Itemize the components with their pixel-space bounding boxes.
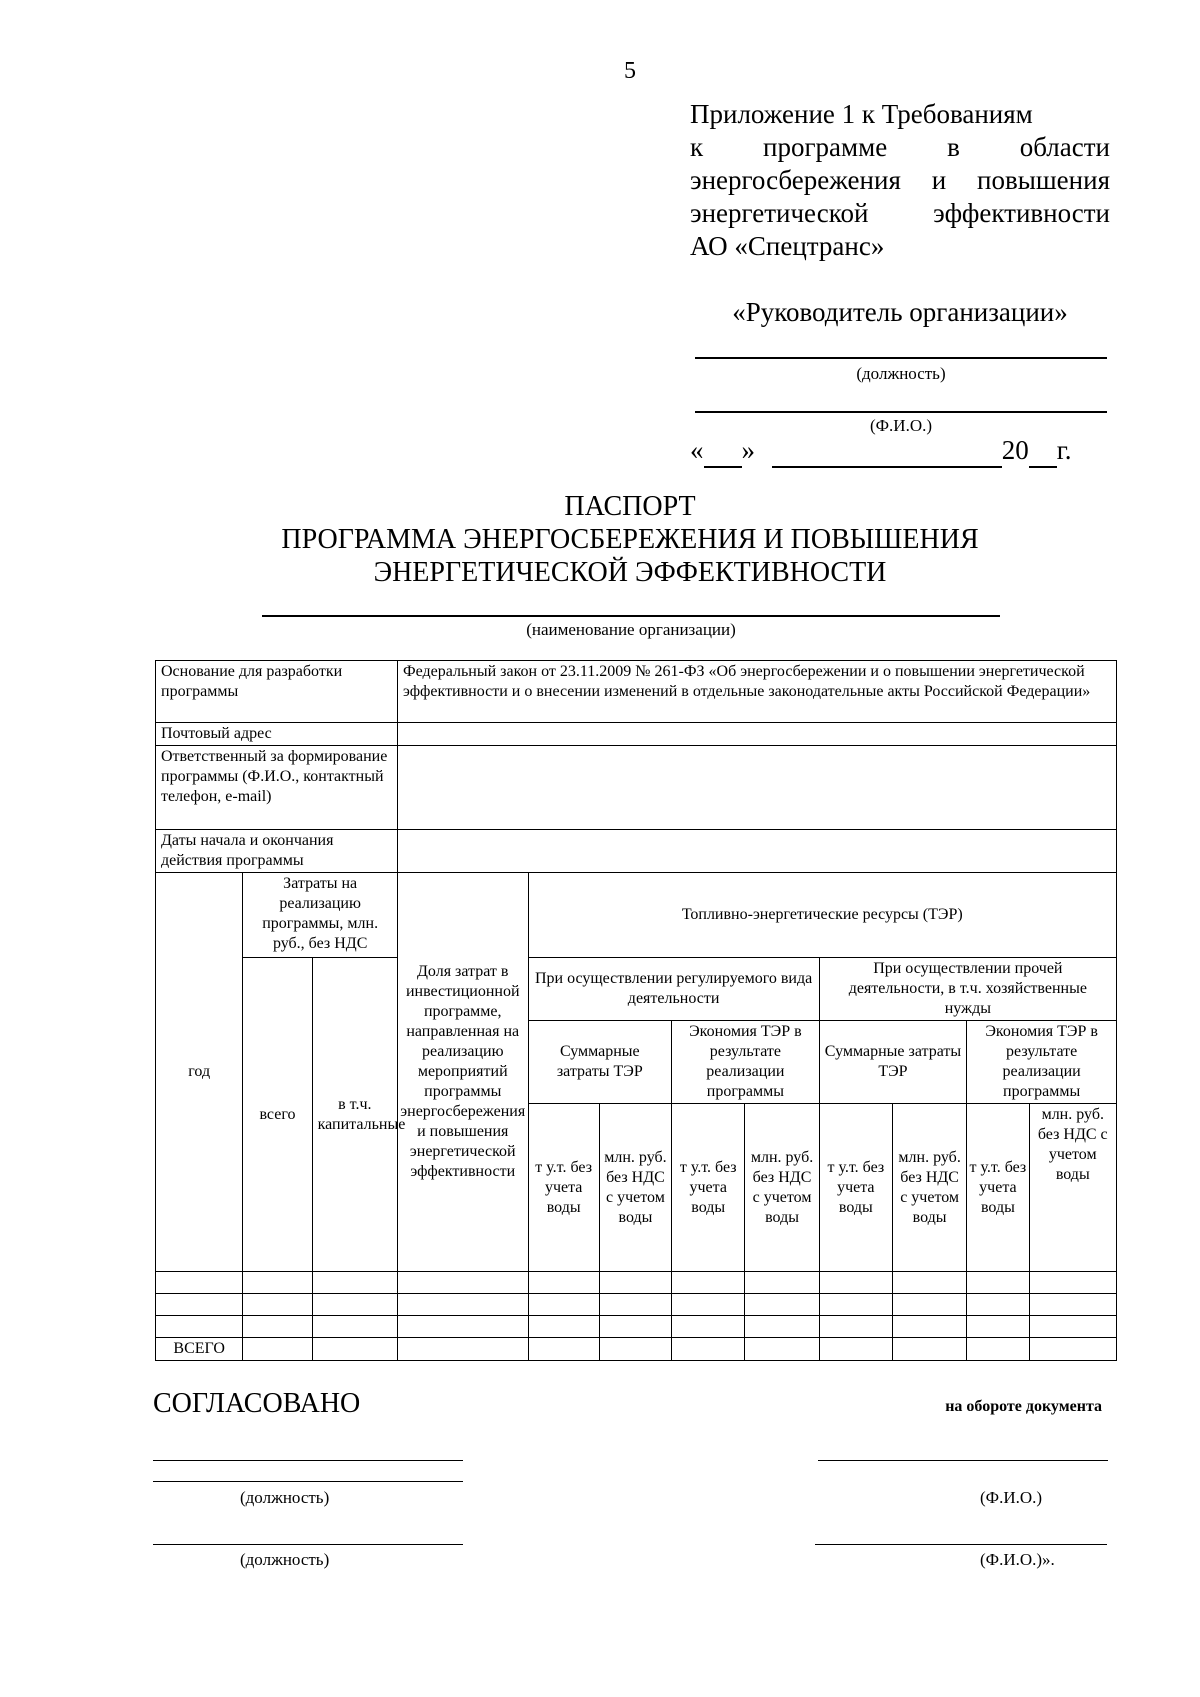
date-close-quote: » xyxy=(741,435,755,465)
position-caption: (должность) xyxy=(856,364,946,383)
responsible-value xyxy=(397,746,1116,830)
total-col-header: всего xyxy=(243,958,312,1272)
org-name-caption: (наименование организации) xyxy=(526,620,736,639)
year-blank xyxy=(1029,435,1057,468)
position-line xyxy=(695,357,1107,359)
year-suffix: г. xyxy=(1056,435,1072,465)
table-row xyxy=(156,746,1117,830)
postal-value xyxy=(397,723,1116,746)
year-header: год xyxy=(156,873,243,1272)
appendix-line-3: энергосбережения и повышения xyxy=(690,165,1110,195)
year-prefix: 20 xyxy=(1001,435,1029,465)
regulated-sum-tut: т у.т. без учета воды xyxy=(528,1104,599,1272)
table-header-row xyxy=(156,958,1117,1021)
agreed-heading: СОГЛАСОВАНО xyxy=(153,1388,361,1419)
regulated-header: При осуществлении регулируемого вида деятельности xyxy=(528,958,819,1021)
other-saving-tut: т у.т. без учета воды xyxy=(967,1104,1029,1272)
basis-label: Основание для разработки программы xyxy=(156,661,398,723)
other-saving-mln: млн. руб. без НДС с учетом воды xyxy=(1029,1104,1116,1272)
other-header: При осуществлении прочей деятельности, в т.ч. хозяйственные нужды xyxy=(819,958,1116,1021)
table-row xyxy=(156,1316,1117,1338)
reverse-note: на обороте документа xyxy=(945,1398,1102,1415)
regulated-saving-mln: млн. руб. без НДС с учетом воды xyxy=(745,1104,819,1272)
title-line-3: ЭНЕРГЕТИЧЕСКОЙ ЭФФЕКТИВНОСТИ xyxy=(373,557,887,588)
month-blank xyxy=(772,435,1002,468)
position-caption-1: (должность) xyxy=(240,1488,330,1507)
table-row xyxy=(156,1272,1117,1294)
share-header: Доля затрат в инвестиционной программе, направленная на реализацию мероприятий программы энергосбережения и повышения энергетической эффективности xyxy=(397,873,528,1272)
table-row xyxy=(156,830,1117,873)
costs-header: Затраты на реализацию программы, млн. руб., без НДС xyxy=(243,873,398,958)
table-row xyxy=(156,1338,1117,1361)
table-row xyxy=(156,1294,1117,1316)
date-open-quote: « xyxy=(690,435,704,465)
other-sum-header: Суммарные затраты ТЭР xyxy=(819,1021,967,1104)
name-caption-1: (Ф.И.О.) xyxy=(980,1488,1043,1507)
signature-line xyxy=(153,1481,463,1482)
document-title xyxy=(0,490,1200,589)
other-sum-tut: т у.т. без учета воды xyxy=(819,1104,892,1272)
regulated-sum-mln: млн. руб. без НДС с учетом воды xyxy=(599,1104,671,1272)
capital-col-header: в т.ч. капитальные xyxy=(312,958,397,1272)
appendix-reference xyxy=(690,98,1110,263)
title-line-2: ПРОГРАММА ЭНЕРГОСБЕРЕЖЕНИЯ И ПОВЫШЕНИЯ xyxy=(281,524,979,555)
appendix-line-5: АО «Спецтранс» xyxy=(690,231,885,261)
appendix-line-2: к программе в области xyxy=(690,132,1110,162)
name-caption: (Ф.И.О.) xyxy=(869,416,933,435)
regulated-saving-tut: т у.т. без учета воды xyxy=(672,1104,745,1272)
signature-line xyxy=(153,1544,463,1545)
signature-line xyxy=(153,1460,463,1461)
position-caption-2: (должность) xyxy=(240,1550,330,1569)
basis-value: Федеральный закон от 23.11.2009 № 261-ФЗ «Об энергосбережении и о повышении энергетической эффективности и о внесении изменений в отдельные законодательные акты Российской Федерации» xyxy=(397,661,1116,723)
table-header-row xyxy=(156,873,1117,958)
passport-table xyxy=(155,660,1117,1361)
postal-label: Почтовый адрес xyxy=(156,723,398,746)
responsible-label: Ответственный за формирование программы (Ф.И.О., контактный телефон, e-mail) xyxy=(156,746,398,830)
dates-label: Даты начала и окончания действия программы xyxy=(156,830,398,873)
approver-title: «Руководитель организации» xyxy=(732,297,1068,327)
name-line xyxy=(695,411,1107,413)
day-blank xyxy=(704,435,742,468)
dates-value xyxy=(397,830,1116,873)
total-row-label: ВСЕГО xyxy=(156,1338,243,1361)
ter-header: Топливно-энергетические ресурсы (ТЭР) xyxy=(528,873,1116,958)
table-row xyxy=(156,661,1117,723)
signature-line xyxy=(818,1460,1108,1461)
appendix-line-4: энергетической эффективности xyxy=(690,198,1110,228)
name-caption-2: (Ф.И.О.)». xyxy=(980,1550,1055,1569)
other-saving-header: Экономия ТЭР в результате реализации программы xyxy=(967,1021,1117,1104)
signature-line xyxy=(815,1544,1107,1545)
table-row xyxy=(156,723,1117,746)
appendix-line-1: Приложение 1 к Требованиям xyxy=(690,99,1033,129)
approval-date xyxy=(690,435,1110,468)
regulated-saving-header: Экономия ТЭР в результате реализации программы xyxy=(672,1021,820,1104)
org-name-line xyxy=(262,615,1000,617)
regulated-sum-header: Суммарные затраты ТЭР xyxy=(528,1021,672,1104)
other-sum-mln: млн. руб. без НДС с учетом воды xyxy=(892,1104,966,1272)
page-number: 5 xyxy=(624,58,636,84)
title-line-1: ПАСПОРТ xyxy=(564,491,696,522)
